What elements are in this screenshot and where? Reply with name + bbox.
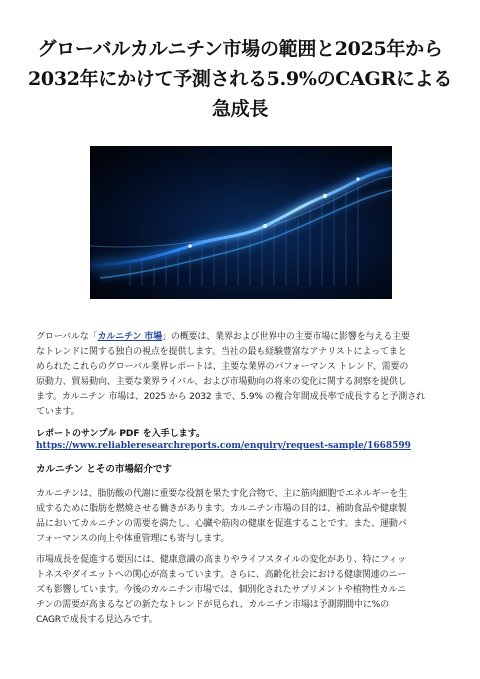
market-growth-paragraph: [36, 553, 448, 628]
hero-growth-image: [90, 146, 392, 299]
para3-line-1: 市場成長を促進する要因には、健康意識の高まりやライフスタイルの変化があり、特にフィッ: [36, 555, 406, 565]
title-line-2: 2032年にかけて予測される5.9%のCAGRによる: [28, 68, 453, 90]
intro-line-5: ます。カルニチン 市場は、2025 から 2032 まで、5.9% の複合年間成長率で成長すると予測され: [36, 392, 425, 402]
para2-line-4: フォーマンスの向上や体重管理にも寄与します。: [36, 534, 230, 544]
intro-line-2: なトレンドに関する独自の視点を提供します。当社の最も経験豊富なアナリストによってまと: [36, 347, 407, 357]
sample-request-link[interactable]: https://www.reliableresearchreports.com/enquiry/request-sample/1668599: [36, 441, 411, 451]
carnitine-market-link[interactable]: カルニチン 市場: [97, 332, 162, 342]
intro-line-4: 原動力、貿易動向、主要な業界ライバル、および市場動向の将来の変化に関する洞察を提供し: [36, 377, 407, 387]
title-line-1: グローバルカルニチン市場の範囲と2025年から: [37, 38, 443, 60]
para3-line-5: CAGRで成長する見込みです。: [36, 615, 158, 625]
carnitine-description-paragraph: [36, 487, 448, 547]
para2-line-2: 成するために脂肪を燃焼させる働きがあります。カルニチン市場の目的は、補助食品や健康製: [36, 504, 407, 514]
sample-pdf-heading: レポートのサンプル PDF を入手します。: [36, 429, 205, 439]
page-title: [28, 34, 452, 124]
glowing-growth-line-icon: [90, 146, 392, 299]
intro-line-6: ています。: [36, 407, 80, 417]
intro-line-1: グローバルな「カルニチン 市場」の概要は、業界および世界中の主要市場に影響を与える主要: [36, 332, 410, 342]
para3-line-4: チンの需要が高まるなどの新たなトレンドが見られ、カルニチン市場は予測期間中に%の: [36, 600, 389, 610]
market-intro-heading: カルニチン とその市場紹介です: [36, 464, 172, 475]
para3-line-2: トネスやダイエットへの関心が高まっています。さらに、高齢化社会における健康関連のニー: [36, 570, 407, 580]
para3-line-3: ズも影響しています。今後のカルニチン市場では、個別化されたサプリメントや植物性カルニ: [36, 585, 406, 595]
para2-line-3: 品においてカルニチンの需要を満たし、心臓や筋肉の健康を促進することです。また、運動パ: [36, 519, 407, 529]
title-line-3: 急成長: [211, 98, 269, 120]
para2-line-1: カルニチンは、脂肪酸の代謝に重要な役割を果たす化合物で、主に筋肉細胞でエネルギーを生: [36, 489, 408, 499]
intro-paragraph: [36, 330, 448, 420]
intro-line-3: められたこれらのグローバル業界レポートは、主要な業界のパフォーマンス トレンド、需要の: [36, 362, 409, 372]
